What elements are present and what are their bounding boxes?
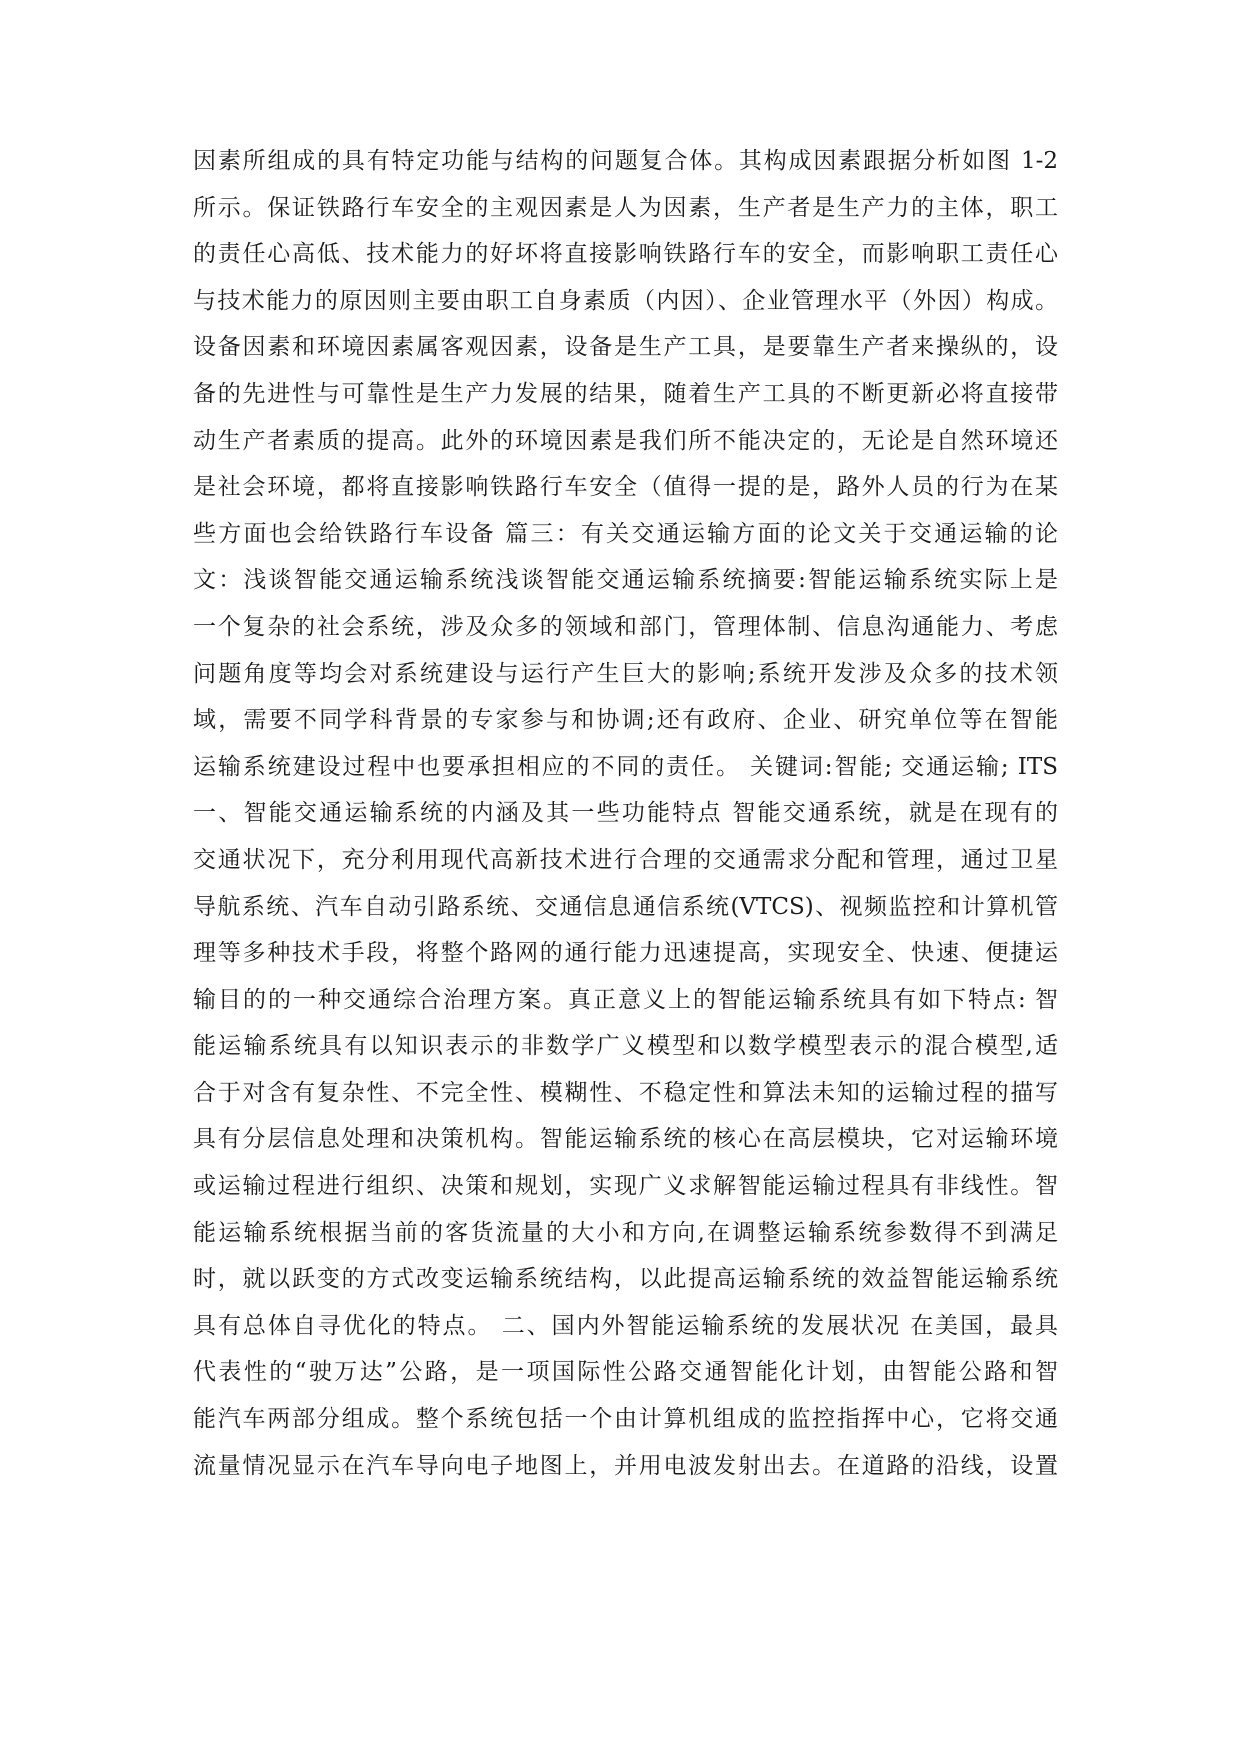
text-line: 一个复杂的社会系统，涉及众多的领域和部门，管理体制、信息沟通能力、考虑 — [193, 613, 1058, 640]
text-line: 动生产者素质的提高。此外的环境因素是我们所不能决定的，无论是自然环境还 — [193, 427, 1058, 454]
text-line: 或运输过程进行组织、决策和规划，实现广义求解智能运输过程具有非线性。智 — [193, 1173, 1058, 1200]
text-line: 问题角度等均会对系统建设与运行产生巨大的影响;系统开发涉及众多的技术领 — [193, 660, 1058, 687]
text-line: 能运输系统根据当前的客货流量的大小和方向,在调整运输系统参数得不到满足 — [193, 1219, 1058, 1246]
text-line: 所示。保证铁路行车安全的主观因素是人为因素，生产者是生产力的主体，职工 — [193, 194, 1058, 221]
text-line: 文：浅谈智能交通运输系统浅谈智能交通运输系统摘要:智能运输系统实际上是 — [193, 567, 1058, 594]
text-line: 代表性的“驶万达”公路，是一项国际性公路交通智能化计划，由智能公路和智 — [193, 1359, 1058, 1386]
text-line: 具有分层信息处理和决策机构。智能运输系统的核心在高层模块，它对运输环境 — [193, 1126, 1058, 1153]
text-line: 设备因素和环境因素属客观因素，设备是生产工具，是要靠生产者来操纵的，设 — [193, 334, 1058, 361]
text-line: 输目的的一种交通综合治理方案。真正意义上的智能运输系统具有如下特点: 智 — [193, 986, 1058, 1013]
text-line: 理等多种技术手段，将整个路网的通行能力迅速提高，实现安全、快速、便捷运 — [193, 940, 1058, 967]
text-line: 些方面也会给铁路行车设备 篇三：有关交通运输方面的论文关于交通运输的论 — [193, 520, 1058, 547]
text-line: 因素所组成的具有特定功能与结构的问题复合体。其构成因素跟据分析如图 1-2 — [193, 148, 1058, 174]
text-line: 与技术能力的原因则主要由职工自身素质（内因）、企业管理水平（外因）构成。 — [193, 287, 1058, 314]
text-line: 的责任心高低、技术能力的好坏将直接影响铁路行车的安全，而影响职工责任心 — [193, 241, 1058, 268]
body-text — [193, 138, 1058, 1489]
text-line: 能汽车两部分组成。整个系统包括一个由计算机组成的监控指挥中心，它将交通 — [193, 1406, 1058, 1433]
text-line: 时，就以跃变的方式改变运输系统结构，以此提高运输系统的效益智能运输系统 — [193, 1266, 1058, 1293]
text-line: 合于对含有复杂性、不完全性、模糊性、不稳定性和算法未知的运输过程的描写 — [193, 1079, 1058, 1106]
text-line: 是社会环境，都将直接影响铁路行车安全（值得一提的是，路外人员的行为在某 — [193, 474, 1058, 501]
text-line: 运输系统建设过程中也要承担相应的不同的责任。 关键词:智能; 交通运输; ITS — [193, 753, 1058, 780]
text-line: 导航系统、汽车自动引路系统、交通信息通信系统(VTCS)、视频监控和计算机管 — [193, 893, 1058, 920]
text-line: 备的先进性与可靠性是生产力发展的结果，随着生产工具的不断更新必将直接带 — [193, 380, 1058, 407]
text-line: 域，需要不同学科背景的专家参与和协调;还有政府、企业、研究单位等在智能 — [193, 707, 1058, 734]
text-line: 流量情况显示在汽车导向电子地图上，并用电波发射出去。在道路的沿线，设置 — [193, 1452, 1058, 1479]
text-line: 具有总体自寻优化的特点。 二、国内外智能运输系统的发展状况 在美国，最具 — [193, 1312, 1058, 1339]
text-line: 交通状况下，充分利用现代高新技术进行合理的交通需求分配和管理，通过卫星 — [193, 846, 1058, 873]
text-line: 一、智能交通运输系统的内涵及其一些功能特点 智能交通系统，就是在现有的 — [193, 800, 1058, 827]
text-line: 能运输系统具有以知识表示的非数学广义模型和以数学模型表示的混合模型,适 — [193, 1033, 1058, 1060]
